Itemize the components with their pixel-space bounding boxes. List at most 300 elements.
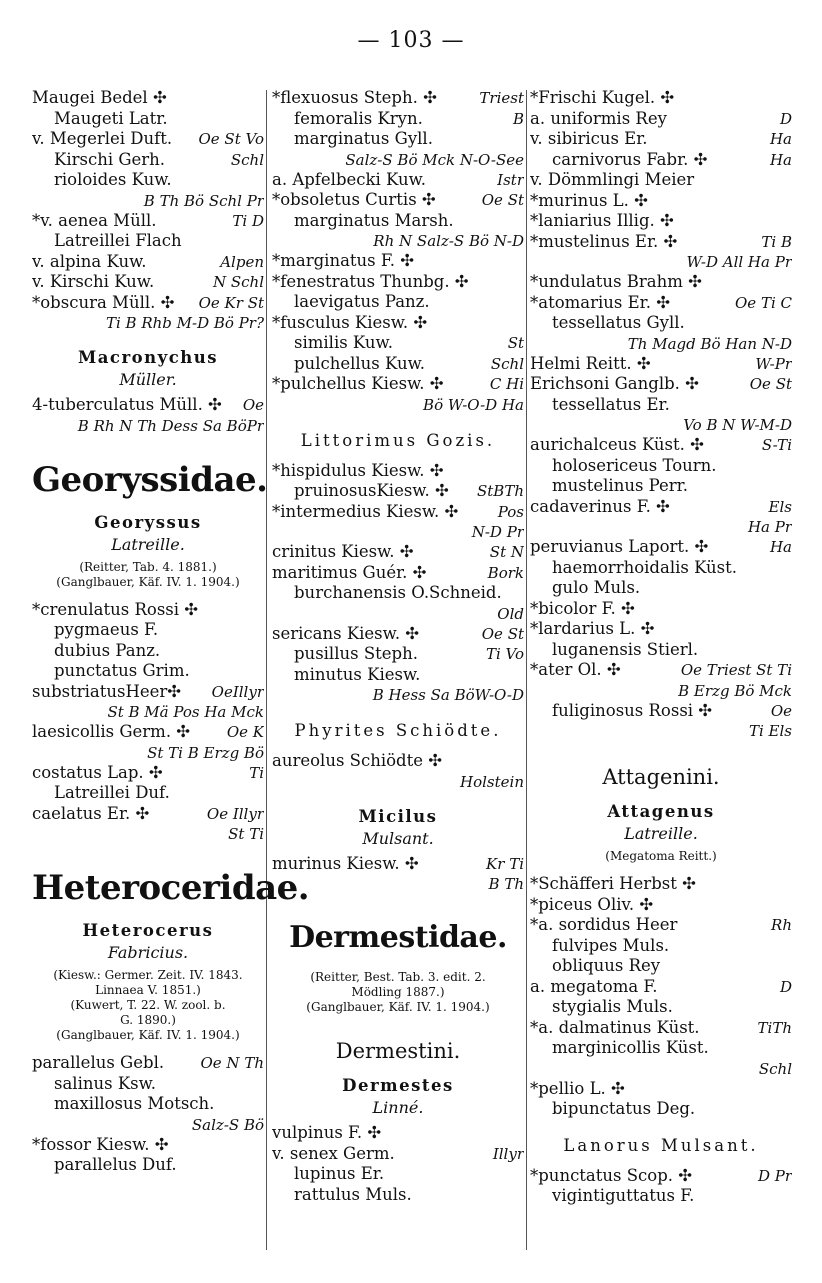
distribution-code xyxy=(786,395,792,416)
distribution-code: Ha xyxy=(769,538,792,556)
distribution-code xyxy=(258,600,264,621)
species-line xyxy=(32,641,264,662)
species-line xyxy=(32,763,264,784)
species-name: Maugeti Latr. xyxy=(54,108,168,128)
species-line xyxy=(32,682,264,703)
distribution-code xyxy=(786,313,792,334)
genus-heading: Phyrites Schiödte. xyxy=(294,721,502,740)
species-line xyxy=(530,619,792,640)
reference-line: Mödling 1887.) xyxy=(351,985,445,999)
species-name: crinitus Kiesw. ✣ xyxy=(272,542,414,561)
species-line xyxy=(272,624,524,645)
species-name: *undulatus Brahm ✣ xyxy=(530,272,702,291)
distribution-code xyxy=(786,895,792,916)
species-line xyxy=(272,854,524,875)
species-name: lupinus Er. xyxy=(294,1164,385,1183)
species-name: mustelinus Perr. xyxy=(552,476,688,495)
species-name: marginatus Marsh. xyxy=(294,210,454,230)
species-list xyxy=(272,88,524,415)
reference-line: (Reitter, Tab. 4. 1881.) xyxy=(79,559,217,574)
species-line xyxy=(272,190,524,211)
species-name: Helmi Reitt. ✣ xyxy=(530,353,651,373)
species-line xyxy=(530,1166,792,1187)
distribution-code xyxy=(786,1038,792,1059)
species-line xyxy=(530,191,792,212)
species-name: *fossor Kiesw. ✣ xyxy=(32,1134,169,1154)
distribution-code xyxy=(258,170,264,191)
species-line xyxy=(32,231,264,252)
species-name: pruinosusKiesw. ✣ xyxy=(294,481,449,500)
species-name: a. Apfelbecki Kuw. xyxy=(272,169,427,189)
species-name: rattulus Muls. xyxy=(294,1184,412,1204)
species-name: Latreillei Flach xyxy=(54,231,182,250)
species-name: *fusculus Kiesw. ✣ xyxy=(272,312,428,332)
species-line xyxy=(272,333,524,354)
distribution-code xyxy=(258,1155,264,1176)
species-name: bipunctatus Deg. xyxy=(552,1099,696,1118)
distribution-code xyxy=(786,88,792,109)
species-line xyxy=(272,563,524,584)
species-name: *Schäfferi Herbst ✣ xyxy=(530,874,696,893)
distribution-code xyxy=(786,578,792,599)
distribution-code xyxy=(518,583,524,604)
species-line xyxy=(530,1186,792,1207)
species-line xyxy=(32,1155,264,1176)
tribe-heading: Dermestini. xyxy=(335,1039,461,1063)
genus-heading: Macronychus xyxy=(77,348,219,367)
distribution-code: C Hi xyxy=(489,375,524,393)
species-name: vigintiguttatus F. xyxy=(552,1186,695,1205)
species-name: *fenestratus Thunbg. ✣ xyxy=(272,271,469,291)
species-name: murinus Kiesw. ✣ xyxy=(272,853,419,873)
species-line xyxy=(530,354,792,375)
species-line xyxy=(32,252,264,273)
genus-heading: Georyssus xyxy=(94,512,202,532)
species-name: Kirschi Gerh. xyxy=(54,149,166,169)
reference-line: (Megatoma Reitt.) xyxy=(605,849,717,863)
distribution-code xyxy=(786,558,792,579)
species-name: costatus Lap. ✣ xyxy=(32,762,163,782)
distribution-code xyxy=(786,191,792,212)
species-line xyxy=(32,293,264,314)
distribution-code: Triest xyxy=(479,89,524,107)
species-name: pygmaeus F. xyxy=(54,620,159,639)
distribution-code: D Pr xyxy=(757,1166,792,1185)
species-line xyxy=(530,109,792,130)
species-line xyxy=(272,251,524,272)
distribution-code: Oe xyxy=(770,701,792,720)
species-line xyxy=(530,232,792,253)
distribution-code xyxy=(786,170,792,191)
species-name: femoralis Kryn. xyxy=(294,108,423,128)
distribution-code xyxy=(518,1164,524,1185)
species-name: sericans Kiesw. ✣ xyxy=(272,623,420,643)
distribution-code: Ti Vo xyxy=(485,645,524,663)
species-name: *pulchellus Kiesw. ✣ xyxy=(272,374,444,393)
species-line xyxy=(530,895,792,916)
distribution-line: B Rh N Th Dess Sa BöPr xyxy=(77,416,264,435)
distribution-code xyxy=(258,1094,264,1115)
species-name: vulpinus F. ✣ xyxy=(272,1123,382,1142)
distribution-code xyxy=(786,956,792,977)
species-name: *a. sordidus Heer xyxy=(530,915,678,934)
reference-line: (Ganglbauer, Käf. IV. 1. 1904.) xyxy=(306,1000,490,1014)
distribution-code xyxy=(786,619,792,640)
species-line xyxy=(32,88,264,109)
distribution-code: Illyr xyxy=(492,1144,524,1163)
distribution-line: Old xyxy=(497,604,524,623)
distribution-code: Rh xyxy=(771,916,792,934)
species-line xyxy=(530,936,792,957)
species-line xyxy=(530,272,792,293)
distribution-code xyxy=(518,1123,524,1144)
distribution-code xyxy=(786,936,792,957)
species-name: holosericeus Tourn. xyxy=(552,455,717,475)
species-name: *hispidulus Kiesw. ✣ xyxy=(272,460,444,480)
distribution-code: St N xyxy=(489,543,524,561)
species-line xyxy=(272,354,524,375)
species-line xyxy=(272,109,524,130)
species-line xyxy=(530,537,792,558)
species-name: gulo Muls. xyxy=(552,578,641,597)
distribution-code xyxy=(786,599,792,620)
column-divider-1 xyxy=(266,90,267,1250)
species-name: *mustelinus Er. ✣ xyxy=(530,231,678,251)
distribution-code: S-Ti xyxy=(761,436,792,454)
species-line xyxy=(530,1018,792,1039)
species-name: peruvianus Laport. ✣ xyxy=(530,537,709,556)
species-name: laevigatus Panz. xyxy=(294,292,430,311)
species-line xyxy=(272,211,524,232)
distribution-code: Alpen xyxy=(220,252,264,271)
distribution-code: TiTh xyxy=(757,1018,792,1037)
species-name: tessellatus Gyll. xyxy=(552,313,685,332)
reference-line: G. 1890.) xyxy=(120,1013,176,1027)
distribution-code xyxy=(518,251,524,272)
distribution-code: Oe St xyxy=(749,375,792,393)
distribution-code xyxy=(786,211,792,232)
distribution-code xyxy=(258,641,264,662)
species-line xyxy=(530,456,792,477)
species-name: Latreillei Duf. xyxy=(54,783,170,802)
species-line xyxy=(272,1144,524,1165)
species-name: *laniarius Illig. ✣ xyxy=(530,211,674,230)
species-line xyxy=(530,599,792,620)
species-name: v. senex Germ. xyxy=(272,1143,395,1163)
species-line xyxy=(530,150,792,171)
species-name: Maugei Bedel ✣ xyxy=(32,88,167,107)
species-name: v. sibiricus Er. xyxy=(530,129,648,148)
species-line xyxy=(530,558,792,579)
distribution-code: Ti xyxy=(249,763,264,782)
species-name: caelatus Er. ✣ xyxy=(32,803,150,823)
species-line xyxy=(272,1164,524,1185)
species-name: cadaverinus F. ✣ xyxy=(530,496,670,516)
distribution-code xyxy=(786,456,792,477)
species-line xyxy=(272,313,524,334)
genus-heading: Lanorus Mulsant. xyxy=(563,1135,759,1155)
distribution-line: W-D All Ha Pr xyxy=(686,253,792,271)
distribution-line: Bö W-O-D Ha xyxy=(423,395,524,414)
distribution-code xyxy=(258,1135,264,1156)
genus-heading: Heterocerus xyxy=(82,921,214,940)
distribution-code: Pos xyxy=(497,502,524,521)
species-name: *intermedius Kiesw. ✣ xyxy=(272,501,459,521)
column-3 xyxy=(530,88,792,1207)
reference-line: (Reitter, Best. Tab. 3. edit. 2. xyxy=(310,970,486,984)
distribution-code xyxy=(518,211,524,232)
species-line xyxy=(530,211,792,232)
species-line xyxy=(32,1094,264,1115)
species-name: 4-tuberculatus Müll. ✣ xyxy=(32,395,222,414)
distribution-code: StBTh xyxy=(477,482,524,500)
species-line xyxy=(272,542,524,563)
genus-author: Linné. xyxy=(372,1098,424,1117)
species-name: marginatus Gyll. xyxy=(294,129,433,148)
genus-heading: Littorimus Gozis. xyxy=(300,430,496,450)
distribution-code: N Schl xyxy=(212,273,264,291)
species-line xyxy=(32,170,264,191)
species-line xyxy=(32,722,264,743)
distribution-code xyxy=(518,129,524,150)
distribution-line: B Hess Sa BöW-O-D xyxy=(372,686,524,704)
species-list xyxy=(32,395,264,436)
column-2 xyxy=(272,88,524,1205)
species-list xyxy=(530,874,792,1120)
distribution-line: Ha Pr xyxy=(747,518,792,536)
species-name: v. alpina Kuw. xyxy=(32,251,147,271)
reference-line: (Ganglbauer, Käf. IV. 1. 1904.) xyxy=(56,1028,240,1042)
reference-line: (Kiesw.: Germer. Zeit. IV. 1843. xyxy=(53,968,243,982)
distribution-line: Schl xyxy=(758,1059,792,1078)
distribution-code xyxy=(518,461,524,482)
species-name: *murinus L. ✣ xyxy=(530,190,648,210)
species-list xyxy=(530,1166,792,1207)
species-name: v. Megerlei Duft. xyxy=(32,129,173,148)
species-name: *marginatus F. ✣ xyxy=(272,251,415,270)
distribution-code: Schl xyxy=(490,354,524,373)
tribe-heading: Attagenini. xyxy=(602,765,720,789)
reference-list xyxy=(32,968,264,1043)
distribution-code xyxy=(518,313,524,334)
species-line xyxy=(272,1185,524,1206)
species-line xyxy=(272,583,524,604)
genus-heading: Attagenus xyxy=(607,802,715,821)
column-1 xyxy=(32,88,310,1176)
page-number: — 103 — xyxy=(357,28,465,53)
species-list xyxy=(32,88,264,333)
species-name: *v. aenea Müll. xyxy=(32,210,157,230)
species-name: salinus Ksw. xyxy=(54,1073,157,1093)
species-line xyxy=(272,461,524,482)
distribution-code: D xyxy=(779,109,792,128)
distribution-line: Ti Els xyxy=(748,722,792,740)
distribution-code xyxy=(258,1074,264,1095)
species-line xyxy=(530,88,792,109)
distribution-line: St Ti xyxy=(228,825,264,843)
distribution-line: Ti B Rhb M-D Bö Pr? xyxy=(105,314,264,332)
distribution-code: Oe Illyr xyxy=(206,804,264,823)
species-name: maxillosus Motsch. xyxy=(54,1094,215,1113)
species-line xyxy=(530,1038,792,1059)
family-heading: Georyssidae. xyxy=(32,459,268,500)
species-name: laesicollis Germ. ✣ xyxy=(32,722,191,741)
distribution-code: Bork xyxy=(487,563,524,582)
reference-line: (Ganglbauer, Käf. IV. 1. 1904.) xyxy=(56,574,240,589)
species-line xyxy=(530,997,792,1018)
species-name: obliquus Rey xyxy=(552,956,661,975)
species-name: a. megatoma F. xyxy=(530,976,658,996)
species-line xyxy=(272,88,524,109)
species-list xyxy=(272,751,524,792)
distribution-code: Oe N Th xyxy=(200,1054,264,1072)
species-name: *obscura Müll. ✣ xyxy=(32,292,175,312)
species-line xyxy=(32,783,264,804)
column-divider-2 xyxy=(526,90,527,1250)
species-line xyxy=(530,497,792,518)
species-line xyxy=(530,578,792,599)
species-name: parallelus Duf. xyxy=(54,1155,177,1174)
species-line xyxy=(530,374,792,395)
distribution-line: St Ti B Erzg Bö xyxy=(147,743,264,762)
species-line xyxy=(272,751,524,772)
species-line xyxy=(32,272,264,293)
species-name: tessellatus Er. xyxy=(552,394,670,414)
species-line xyxy=(530,956,792,977)
species-line xyxy=(32,804,264,825)
distribution-line: Holstein xyxy=(460,772,524,791)
distribution-code xyxy=(518,272,524,293)
species-line xyxy=(530,170,792,191)
distribution-code: Els xyxy=(768,497,792,516)
species-line xyxy=(530,313,792,334)
species-line xyxy=(272,644,524,665)
species-line xyxy=(530,293,792,314)
distribution-code xyxy=(258,783,264,804)
genus-author: Latreille. xyxy=(624,824,698,843)
distribution-code: Oe Triest St Ti xyxy=(680,661,792,679)
distribution-code xyxy=(258,620,264,641)
distribution-code: Oe K xyxy=(226,723,264,741)
species-line xyxy=(530,1099,792,1120)
species-name: pulchellus Kuw. xyxy=(294,353,425,373)
species-name: fulvipes Muls. xyxy=(552,935,670,955)
distribution-code xyxy=(786,1186,792,1207)
reference-list xyxy=(530,849,792,864)
species-name: stygialis Muls. xyxy=(552,997,673,1016)
species-name: parallelus Gebl. xyxy=(32,1053,165,1072)
species-name: minutus Kiesw. xyxy=(294,664,421,684)
distribution-line: Th Magd Bö Han N-D xyxy=(627,334,792,353)
species-line xyxy=(32,211,264,232)
family-heading: Heteroceridae. xyxy=(32,868,310,908)
distribution-code: Ti D xyxy=(232,211,264,230)
species-name: maritimus Guér. ✣ xyxy=(272,562,427,582)
species-line xyxy=(530,476,792,497)
species-name: punctatus Grim. xyxy=(54,661,190,680)
distribution-code: D xyxy=(779,977,792,996)
species-line xyxy=(272,481,524,502)
distribution-code: B xyxy=(512,109,524,128)
distribution-line: N-D Pr xyxy=(471,523,524,541)
distribution-code: Ti B xyxy=(761,232,792,251)
species-list xyxy=(272,854,524,895)
distribution-code xyxy=(786,874,792,895)
species-line xyxy=(32,620,264,641)
species-list xyxy=(32,1053,264,1176)
species-line xyxy=(32,150,264,171)
distribution-code: St xyxy=(507,334,524,352)
species-line xyxy=(530,640,792,661)
species-line xyxy=(530,977,792,998)
species-name: Erichsoni Ganglb. ✣ xyxy=(530,374,699,393)
distribution-code xyxy=(258,231,264,252)
distribution-code: Oe St xyxy=(481,624,524,643)
species-line xyxy=(272,374,524,395)
distribution-code xyxy=(518,292,524,313)
species-name: pusillus Steph. xyxy=(294,644,418,663)
distribution-code xyxy=(518,665,524,686)
species-name: substriatusHeer✣ xyxy=(32,681,182,701)
species-line xyxy=(530,874,792,895)
species-list xyxy=(530,88,792,741)
species-line xyxy=(530,660,792,681)
distribution-code xyxy=(786,997,792,1018)
species-name: aurichalceus Küst. ✣ xyxy=(530,435,704,454)
distribution-code: Ha xyxy=(769,150,792,169)
family-heading: Dermestidae. xyxy=(289,920,507,955)
species-name: a. uniformis Rey xyxy=(530,108,667,128)
species-line xyxy=(530,395,792,416)
distribution-code: OeIllyr xyxy=(211,682,264,701)
reference-line: Linnaea V. 1851.) xyxy=(95,983,201,997)
distribution-code xyxy=(786,476,792,497)
reference-line: (Kuwert, T. 22. W. zool. b. xyxy=(70,998,226,1012)
species-name: similis Kuw. xyxy=(294,333,393,352)
species-line xyxy=(32,129,264,150)
species-line xyxy=(530,435,792,456)
distribution-code: Oe Kr St xyxy=(198,293,264,312)
genus-author: Latreille. xyxy=(111,534,185,554)
distribution-line: Rh N Salz-S Bö N-D xyxy=(373,232,524,250)
distribution-code xyxy=(258,109,264,130)
distribution-line: St B Mä Pos Ha Mck xyxy=(107,703,264,721)
species-name: *Frischi Kugel. ✣ xyxy=(530,88,675,107)
species-line xyxy=(530,129,792,150)
species-name: v. Dömmlingi Meier xyxy=(530,170,695,189)
species-name: *piceus Oliv. ✣ xyxy=(530,894,654,914)
species-name: *punctatus Scop. ✣ xyxy=(530,1165,693,1185)
species-list xyxy=(272,1123,524,1205)
distribution-code xyxy=(518,1185,524,1206)
species-name: aureolus Schiödte ✣ xyxy=(272,751,443,770)
genus-author: Mulsant. xyxy=(362,828,434,848)
distribution-code xyxy=(518,751,524,772)
species-name: marginicollis Küst. xyxy=(552,1038,709,1057)
species-line xyxy=(272,665,524,686)
distribution-code xyxy=(258,661,264,682)
genus-author: Müller. xyxy=(119,370,177,389)
distribution-code xyxy=(258,88,264,109)
species-line xyxy=(272,129,524,150)
genus-heading: Micilus xyxy=(358,806,438,826)
species-name: rioloides Kuw. xyxy=(54,170,172,189)
distribution-code: W-Pr xyxy=(755,354,792,373)
species-list xyxy=(32,600,264,845)
species-line xyxy=(530,915,792,936)
distribution-code: Istr xyxy=(497,170,524,189)
species-list xyxy=(272,461,524,706)
